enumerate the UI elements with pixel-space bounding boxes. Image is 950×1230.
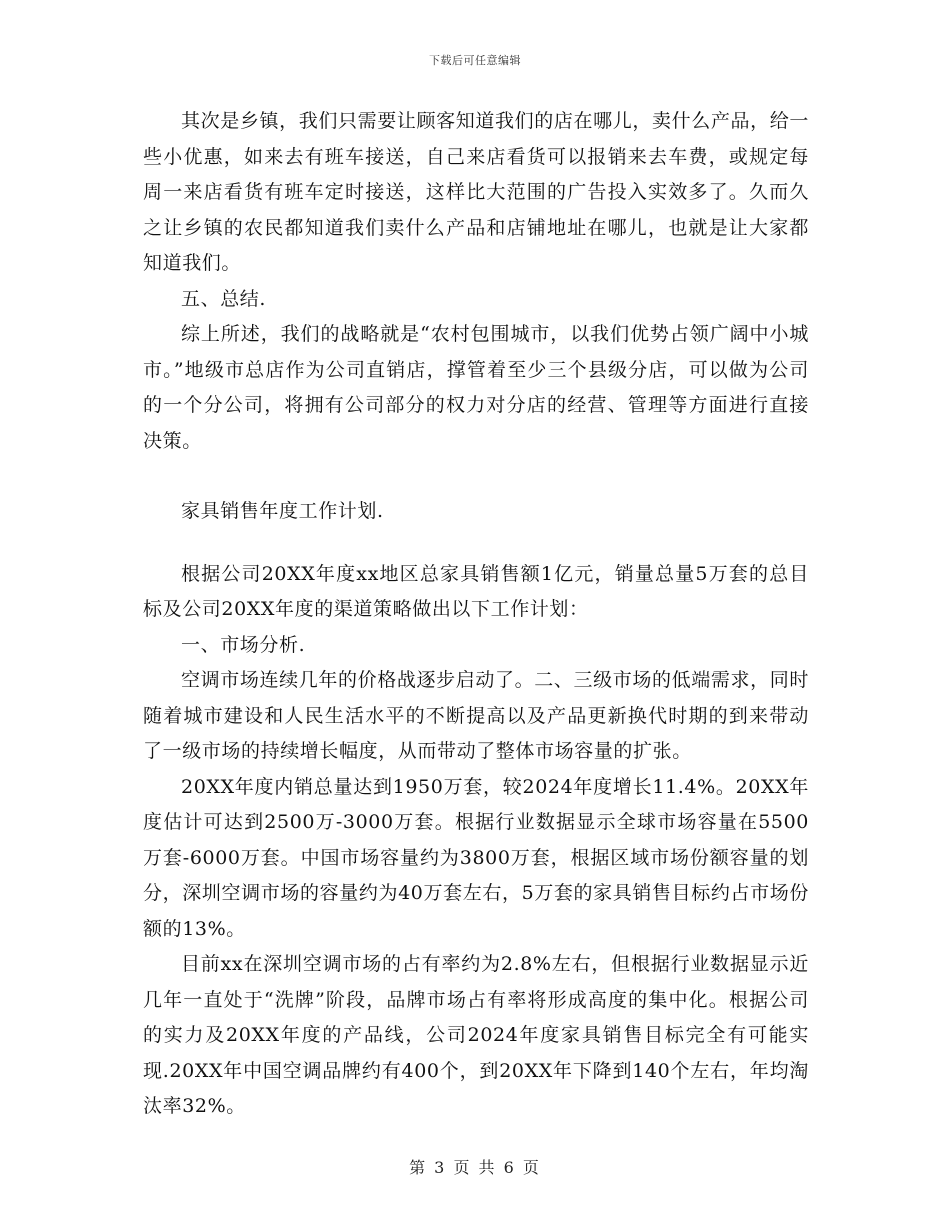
section-heading-market-analysis: 一、市场分析.	[181, 633, 306, 656]
paragraph-summary: 综上所述，我们的战略就是“农村包围城市，以我们优势占领广阔中小城市。”地级市总店作为公司直销店，撑管着至少三个县级分店，可以做为公司的一个分公司，将拥有公司部分的权力对分店的经营、管理等方面进行直接决策。	[143, 323, 809, 452]
document-body	[143, 104, 809, 1125]
page-footer: 第 3 页 共 6 页	[409, 1158, 541, 1177]
section-heading-summary: 五、总结.	[181, 287, 267, 310]
page-header: 下载后可任意编辑	[429, 54, 521, 67]
paragraph-market-volume: 20XX年度内销总量达到1950万套，较2024年度增长11.4%。20XX年度估计可达到2500万-3000万套。根据行业数据显示全球市场容量在5500万套-6000万套。中国市场容量约为3800万套，根据区域市场份额容量的划分，深圳空调市场的容量约为40万套左右，5万套的家具销售目标约占市场份额的13%。	[143, 775, 809, 940]
document-title: 家具销售年度工作计划.	[181, 500, 384, 522]
paragraph-intro: 根据公司20XX年度xx地区总家具销售额1亿元，销量总量5万套的总目标及公司20XX年度的渠道策略做出以下工作计划：	[143, 562, 809, 620]
paragraph-township: 其次是乡镇，我们只需要让顾客知道我们的店在哪儿，卖什么产品，给一些小优惠，如来去有班车接送，自己来店看货可以报销来去车费，或规定每周一来店看货有班车定时接送，这样比大范围的广告投入实效多了。久而久之让乡镇的农民都知道我们卖什么产品和店铺地址在哪儿，也就是让大家都知道我们。	[143, 110, 809, 274]
paragraph-market-share: 目前xx在深圳空调市场的占有率约为2.8%左右，但根据行业数据显示近几年一直处于“洗牌”阶段，品牌市场占有率将形成高度的集中化。根据公司的实力及20XX年度的产品线，公司2024年度家具销售目标完全有可能实现.20XX年中国空调品牌约有400个，到20XX年下降到140个左右，年均淘汰率32%。	[143, 953, 809, 1117]
paragraph-market-overview: 空调市场连续几年的价格战逐步启动了。二、三级市场的低端需求，同时随着城市建设和人民生活水平的不断提高以及产品更新换代时期的到来带动了一级市场的持续增长幅度，从而带动了整体市场容量的扩张。	[143, 669, 809, 762]
